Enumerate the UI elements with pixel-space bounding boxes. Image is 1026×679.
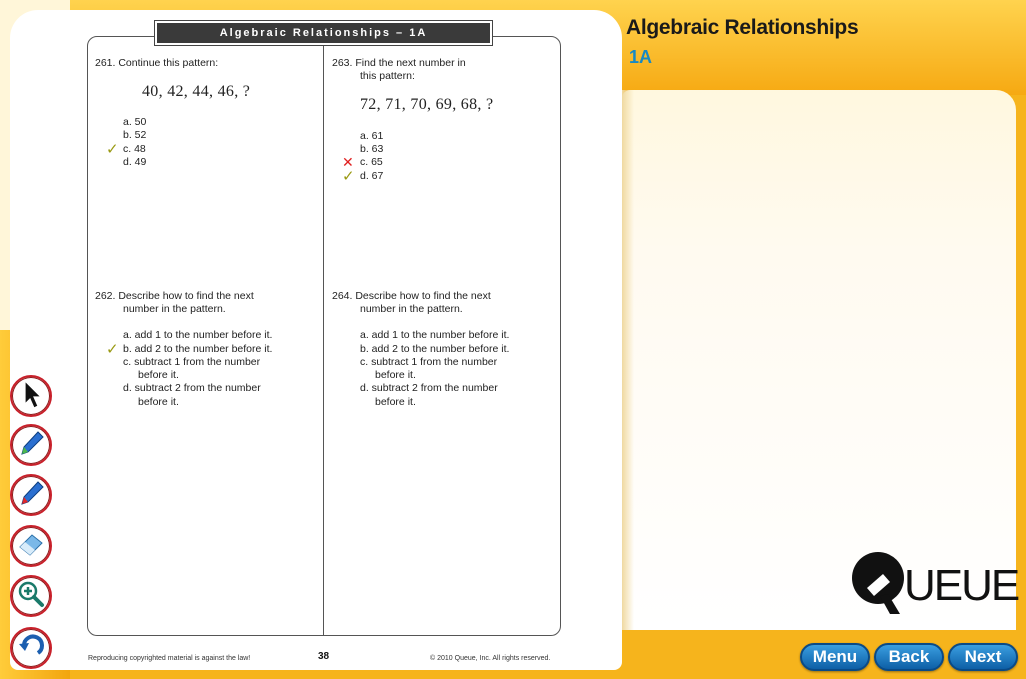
pen-icon — [16, 428, 46, 463]
q262-option-c-cont: before it. — [138, 369, 179, 381]
next-button[interactable]: Next — [948, 643, 1018, 671]
pen-tool-button[interactable] — [10, 424, 52, 466]
marker-tool-button[interactable] — [10, 474, 52, 516]
q262-prompt-line1: 262. Describe how to find the next — [95, 290, 254, 302]
q264-option-d-cont: before it. — [375, 396, 416, 408]
zoom-icon — [16, 579, 46, 614]
lesson-title: Algebraic Relationships — [626, 16, 859, 39]
q264-option-a[interactable]: a. add 1 to the number before it. — [360, 329, 510, 341]
q264-option-d[interactable]: d. subtract 2 from the number — [360, 382, 498, 394]
q263-prompt-line2: this pattern: — [360, 70, 415, 82]
eraser-icon — [16, 529, 46, 564]
q262-option-c[interactable]: c. subtract 1 from the number — [123, 356, 261, 368]
lesson-subtitle: 1A — [629, 47, 653, 67]
q263-pattern: 72, 71, 70, 69, 68, ? — [360, 96, 494, 113]
queue-logo — [850, 548, 1019, 618]
undo-tool-button[interactable] — [10, 627, 52, 669]
q261-option-c[interactable]: c. 48 — [123, 143, 146, 155]
correct-check-icon: ✓ — [106, 141, 119, 158]
q262-prompt-line2: number in the pattern. — [123, 303, 226, 315]
q261-option-b[interactable]: b. 52 — [123, 129, 147, 141]
page-number: 38 — [318, 651, 330, 662]
q263-option-b[interactable]: b. 63 — [360, 143, 384, 155]
menu-button[interactable]: Menu — [800, 643, 870, 671]
q263-option-c[interactable]: c. 65 — [360, 156, 383, 168]
q261-option-d[interactable]: d. 49 — [123, 156, 147, 168]
q261-pattern: 40, 42, 44, 46, ? — [142, 83, 251, 100]
q264-option-b[interactable]: b. add 2 to the number before it. — [360, 343, 510, 355]
eraser-tool-button[interactable] — [10, 525, 52, 567]
incorrect-x-icon: ✕ — [342, 154, 354, 170]
copyright-warning: Reproducing copyrighted material is against the law! — [88, 655, 251, 662]
q262-option-b[interactable]: b. add 2 to the number before it. — [123, 343, 273, 355]
q264-option-c-cont: before it. — [375, 369, 416, 381]
copyright-notice: © 2010 Queue, Inc. All rights reserved. — [430, 655, 551, 662]
q262-option-d[interactable]: d. subtract 2 from the number — [123, 382, 261, 394]
q263-option-a[interactable]: a. 61 — [360, 130, 384, 142]
pointer-tool-button[interactable] — [10, 375, 52, 417]
logo-text: UEUE — [904, 561, 1019, 610]
q263-option-d[interactable]: d. 67 — [360, 170, 384, 182]
undo-icon — [16, 631, 46, 666]
q261-option-a[interactable]: a. 50 — [123, 116, 147, 128]
marker-icon — [16, 478, 46, 513]
worksheet-divider — [323, 36, 324, 636]
q264-prompt-line1: 264. Describe how to find the next — [332, 290, 491, 302]
correct-check-icon: ✓ — [106, 341, 119, 358]
q264-prompt-line2: number in the pattern. — [360, 303, 463, 315]
q264-option-c[interactable]: c. subtract 1 from the number — [360, 356, 498, 368]
zoom-tool-button[interactable] — [10, 575, 52, 617]
q263-prompt-line1: 263. Find the next number in — [332, 57, 466, 69]
q262-option-a[interactable]: a. add 1 to the number before it. — [123, 329, 273, 341]
q261-prompt: 261. Continue this pattern: — [95, 57, 219, 69]
back-button[interactable]: Back — [874, 643, 944, 671]
q262-option-d-cont: before it. — [138, 396, 179, 408]
worksheet-header: Algebraic Relationships – 1A — [155, 21, 492, 45]
pointer-icon — [17, 378, 45, 415]
correct-check-icon: ✓ — [342, 168, 355, 185]
